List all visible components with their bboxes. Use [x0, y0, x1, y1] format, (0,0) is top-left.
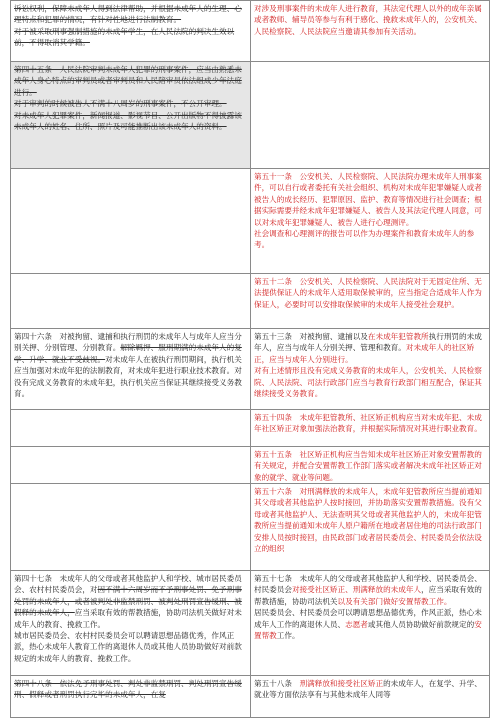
old-text-cell	[11, 169, 251, 274]
paragraph: 社会调查和心理测评的报告可以作为办理案件和教育未成年人的参考。	[254, 229, 475, 250]
text-segment: 对接受社区矫正、刑满释放的未成年人	[291, 585, 422, 595]
text-segment: ，应当采取有效的帮教措施，协助司法机关	[254, 585, 482, 606]
text-segment: 或其他人员协助做好前款规定的	[367, 619, 475, 629]
text-segment: 应当采取有效的帮教措施，协助司法机关做好对未成年人的教育、挽救工作。	[14, 608, 242, 629]
paragraph: 第四十五条 人民法院审判未成年人犯罪的刑事案件，应当由熟悉未成年人身心特点的审判员或者审判员和人民陪审员依法组成少年法庭进行。	[14, 65, 242, 97]
old-text-cell	[11, 410, 251, 447]
new-text-cell	[251, 571, 490, 676]
paragraph	[254, 573, 486, 607]
table-row	[11, 274, 490, 329]
paragraph: 对有上述情形且没有完成义务教育的未成年人，公安机关、人民检察院、人民法院、司法行政部门应当与教育行政部门相互配合，保证其继续接受义务教育。	[254, 366, 482, 399]
text-segment: 第四十七条 未成年人的父母或者其他监护人和学校、城市居民委员会、农村村民委员会，对	[14, 574, 242, 595]
old-text-cell	[11, 62, 251, 169]
new-text-cell	[251, 410, 490, 447]
text-segment: 以及有关部门做好安置帮教工作。	[337, 596, 452, 606]
paragraph	[14, 331, 247, 399]
paragraph: 第四十八条 依法免予刑事处罚、判处非监禁刑罚、判处刑罚宣告缓刑、假释或者刑罚执行完毕的未成年人，在复	[14, 679, 242, 700]
new-text-cell	[251, 676, 490, 718]
paragraph: 对于被采取刑事强制措施的未成年学生，在人民法院的判决生效以前，不得取消其学籍。	[14, 26, 235, 48]
old-text-cell	[11, 447, 251, 484]
table-row	[11, 329, 490, 410]
paragraph	[254, 607, 486, 641]
new-text-cell	[251, 1, 490, 62]
text-segment: 在未成年犯管教所	[367, 332, 429, 341]
paragraph: 城市居民委员会、农村村民委员会可以聘请思想品德优秀，作风正派，热心未成年人教育工作的离退休人员或其他人员协助做好对前款规定的未成年人的教育、挽救工作。	[14, 631, 242, 663]
old-text-cell	[11, 676, 251, 718]
table-row	[11, 571, 490, 676]
old-text-cell	[11, 329, 251, 410]
text-segment: 第五十三条 对被拘留、逮捕以及	[254, 332, 368, 341]
old-text-cell	[11, 1, 251, 62]
paragraph	[14, 573, 247, 630]
text-segment: 对未成年人的社区矫正，应当与成年人分别进行。	[254, 343, 475, 364]
new-text-cell	[251, 447, 490, 484]
paragraph: 诉讼权利，保障未成年人得到法律帮助，并根据未成年人的生理、心理特点和犯罪的情况，有针对性地进行法制教育。	[14, 4, 242, 25]
new-text-cell	[251, 274, 490, 329]
paragraph: 第五十二条 公安机关、人民检察院、人民法院对于无固定住所、无法提供保证人的未成年人适用取保候审的，应当指定合适成年人作为保证人，必要时可以安排取保候审的未成年人接受社会观护。	[254, 277, 482, 309]
table-row	[11, 447, 490, 484]
paragraph: 对于审判的时候被告人不满十八周岁的刑事案件，不公开审理。	[14, 99, 227, 109]
text-segment: 解除羁押、服刑期满的未成年人的复学、升学、就业不受歧视。	[14, 343, 242, 364]
old-text-cell	[11, 484, 251, 571]
text-segment: 对未成年人在被执行刑罚期间，执行机关应当加强对未成年犯的法制教育，对未成年犯进行职业技术教育。对没有完成义务教育的未成年犯，执行机关应当保证其继续接受义务教育。	[14, 354, 242, 399]
text-segment: 第四十六条 对被拘留、逮捕和执行刑罚的未成年人与成年人应当分别关押、分别管理、分别教育。	[14, 332, 242, 353]
paragraph: 第五十六条 对刑满释放的未成年人，未成年犯管教所应当提前通知其父母或者其他监护人按时接回，并协助落实安置帮教措施。没有父母或者其他监护人、无法查明其父母或者其他监护人的，未成年犯管教所应当提前通知未成年人原户籍所在地或者居住地的司法行政部门安排人员按时接回，由民政部门或者居民委员会、村民委员会依法设立的组织	[254, 487, 482, 554]
paragraph: 对涉及刑事案件的未成年人进行教育，其法定代理人以外的成年亲属或者教师、辅导员等参与有利于感化、挽救未成年人的，公安机关、人民检察院、人民法院应当邀请其参加有关活动。	[254, 4, 482, 36]
table-row	[11, 484, 490, 571]
text-segment: 第五十八条	[254, 679, 300, 688]
paragraph: 第五十四条 未成年犯管教所、社区矫正机构应当对未成年犯、未成年社区矫正对象加强法治教育，并根据实际情况对其进行职业教育。	[254, 413, 482, 434]
paragraph: 对未成年人犯罪案件，新闻报道、影视节目、公开出版物不得披露该未成年人的姓名、住所、照片及可能推断出该未成年人的资料。	[14, 110, 242, 132]
table-row	[11, 1, 490, 62]
new-text-cell	[251, 329, 490, 410]
new-text-cell	[251, 169, 490, 274]
paragraph	[254, 331, 486, 365]
new-text-cell	[251, 62, 490, 169]
table-row	[11, 169, 490, 274]
text-segment: 工作。	[276, 631, 300, 641]
table-row	[11, 676, 490, 718]
paragraph	[254, 678, 486, 701]
text-segment: 第五十七条 未成年人的父母或者其他监护人和学校、居民委员会、村民委员会	[254, 574, 482, 595]
old-text-cell	[11, 274, 251, 329]
table-row	[11, 410, 490, 447]
paragraph: 第五十一条 公安机关、人民检察院、人民法院办理未成年人刑事案件，可以自行或者委托有关社会组织、机构对未成年犯罪嫌疑人或者被告人的成长经历、犯罪原因、监护、教育等情况进行社会调查；根据实际需要并经未成年犯罪嫌疑人、被告人及其法定代理人同意，可以对未成年犯罪嫌疑人、被告人进行心理测评。	[254, 172, 482, 227]
text-segment: 刑满释放和接受社区矫正	[299, 679, 384, 688]
text-segment: 的未成年人，在复学、升学、就业等方面依法享有与其他未成年人同等	[254, 679, 482, 700]
text-segment: 居民委员会、村民委员会可以聘请思想品德优秀，作风正派，热心未成年人工作的离退休人员、	[254, 608, 482, 629]
text-segment: 安置帮教	[254, 619, 482, 641]
old-text-cell	[11, 571, 251, 676]
comparison-table	[10, 0, 490, 718]
text-segment: 因不满十六周岁而不予刑事处罚、免予刑事处罚的未成年人，或者被判处非监禁刑罚、被判处刑罚宣告缓刑、被假释的未成年人，	[14, 585, 242, 618]
text-segment: 执行刑罚的未成年人，应当与成年人分别关押、管理和教育。	[254, 332, 482, 353]
text-segment: 志愿者	[345, 619, 368, 629]
table-row	[11, 62, 490, 169]
paragraph: 第五十五条 社区矫正机构应当告知未成年社区矫正对象安置帮教的有关规定，并配合安置帮教工作部门落实或者解决未成年社区矫正对象的就学、就业等问题。	[254, 450, 482, 481]
new-text-cell	[251, 484, 490, 571]
